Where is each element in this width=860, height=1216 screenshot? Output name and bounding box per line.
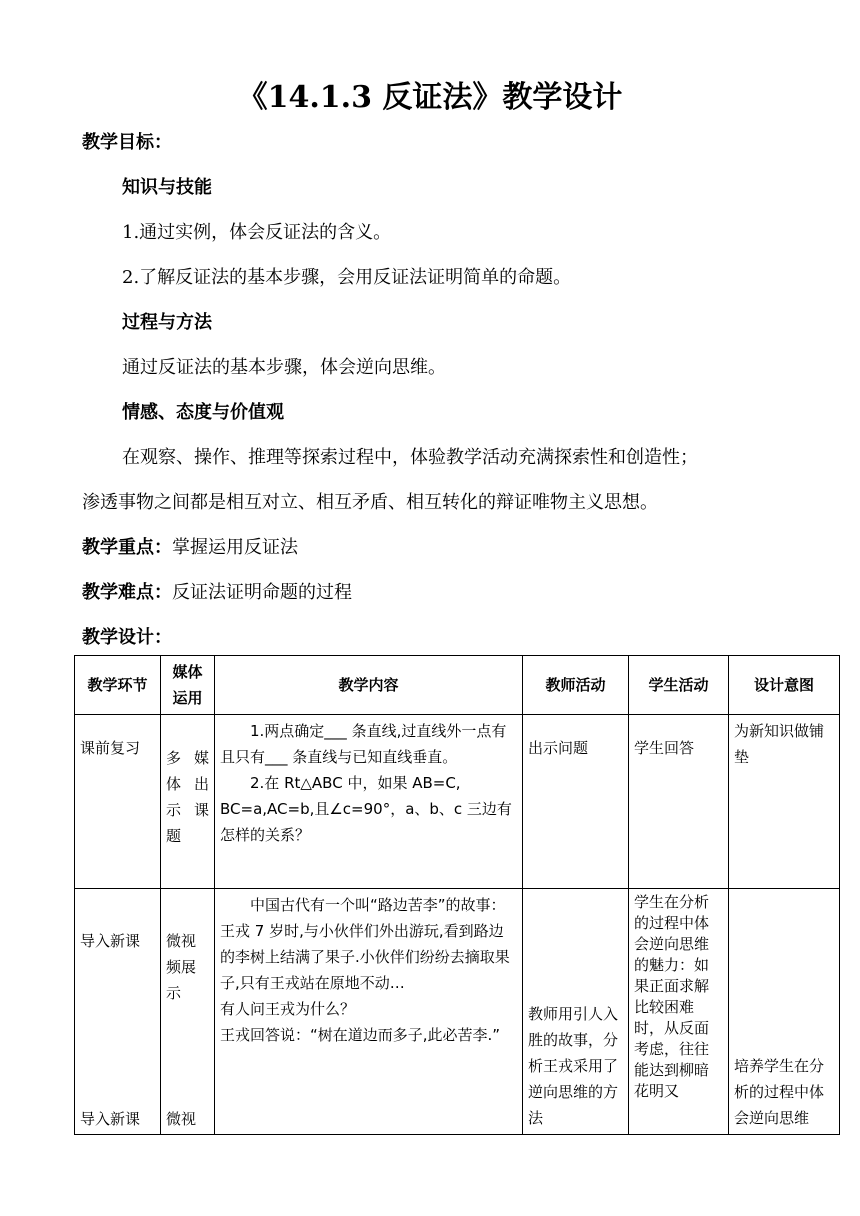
header-intent: 设计意图 bbox=[729, 656, 840, 715]
row2-media: 微视频展示 bbox=[166, 932, 197, 1002]
table-header-row bbox=[75, 656, 840, 715]
document-title: 《14.1.3 反证法》教学设计 bbox=[237, 80, 623, 115]
emotion-text-line-1: 在观察、操作、推理等探索过程中，体验教学活动充满探索性和创造性； bbox=[122, 447, 698, 468]
difficulty-row bbox=[82, 578, 352, 604]
row1-stage: 课前复习 bbox=[75, 715, 161, 889]
process-heading: 过程与方法 bbox=[122, 312, 212, 333]
header-stage: 教学环节 bbox=[75, 656, 161, 715]
design-label: 教学设计： bbox=[82, 627, 172, 648]
header-teacher: 教师活动 bbox=[523, 656, 629, 715]
knowledge-heading: 知识与技能 bbox=[122, 177, 212, 198]
table-row bbox=[75, 889, 840, 1135]
difficulty-text: 反证法证明命题的过程 bbox=[172, 582, 352, 603]
row2-teacher: 教师用引人入胜的故事，分析王戎采用了逆向思维的方法 bbox=[523, 889, 629, 1135]
knowledge-item-2: 2.了解反证法的基本步骤，会用反证法证明简单的命题。 bbox=[122, 267, 572, 288]
header-content: 教学内容 bbox=[215, 656, 523, 715]
row1-content-1: 1.两点确定___ 条直线,过直线外一点有且只有___ 条直线与已知直线垂直。 bbox=[220, 722, 507, 766]
keypoint-text: 掌握运用反证法 bbox=[172, 537, 298, 558]
header-media: 媒体运用 bbox=[161, 656, 215, 715]
row2-stage: 导入新课 bbox=[80, 932, 141, 950]
header-student: 学生活动 bbox=[629, 656, 729, 715]
row2-content-1: 中国古代有一个叫“路边苦李”的故事：王戎 7 岁时,与小伙伴们外出游玩,看到路边的李树上结满了果子.小伙伴们纷纷去摘取果子,只有王戎站在原地不动… bbox=[220, 896, 510, 992]
objectives-label: 教学目标： bbox=[82, 132, 172, 153]
row1-intent: 为新知识做铺垫 bbox=[729, 715, 840, 889]
row2-media-cell bbox=[161, 889, 215, 1135]
row2-media-repeat: 微视 bbox=[166, 1110, 197, 1128]
row2-stage-cell bbox=[75, 889, 161, 1135]
row1-content-2: 2.在 Rt△ABC 中，如果 AB=C, BC=a,AC=b,且∠c=90°，a、b、c 三边有怎样的关系？ bbox=[220, 774, 512, 844]
emotion-heading: 情感、态度与价值观 bbox=[122, 402, 284, 423]
difficulty-label: 教学难点： bbox=[82, 582, 172, 603]
row2-content-2: 有人问王戎为什么？ bbox=[220, 1000, 356, 1018]
row2-content-3: 王戎回答说：“树在道边而多子,此必苦李.” bbox=[220, 1026, 501, 1044]
row2-stage-repeat: 导入新课 bbox=[80, 1110, 141, 1128]
teaching-design-table bbox=[74, 655, 840, 1135]
knowledge-item-1: 1.通过实例，体会反证法的含义。 bbox=[122, 222, 392, 243]
table-row bbox=[75, 715, 840, 889]
keypoint-label: 教学重点： bbox=[82, 537, 172, 558]
row2-student: 学生在分析的过程中体会逆向思维的魅力：如果正面求解比较困难时，从反面考虑，往往能达到柳暗花明又 bbox=[629, 889, 729, 1135]
emotion-text-line-2: 渗透事物之间都是相互对立、相互矛盾、相互转化的辩证唯物主义思想。 bbox=[82, 492, 658, 513]
row1-teacher: 出示问题 bbox=[523, 715, 629, 889]
keypoint-row bbox=[82, 533, 298, 559]
row1-media: 多媒体出示课题 bbox=[161, 715, 215, 889]
row2-intent: 培养学生在分析的过程中体会逆向思维 bbox=[729, 889, 840, 1135]
row1-student: 学生回答 bbox=[629, 715, 729, 889]
row2-content bbox=[215, 889, 523, 1135]
row1-content bbox=[215, 715, 523, 889]
process-text: 通过反证法的基本步骤，体会逆向思维。 bbox=[122, 357, 446, 378]
